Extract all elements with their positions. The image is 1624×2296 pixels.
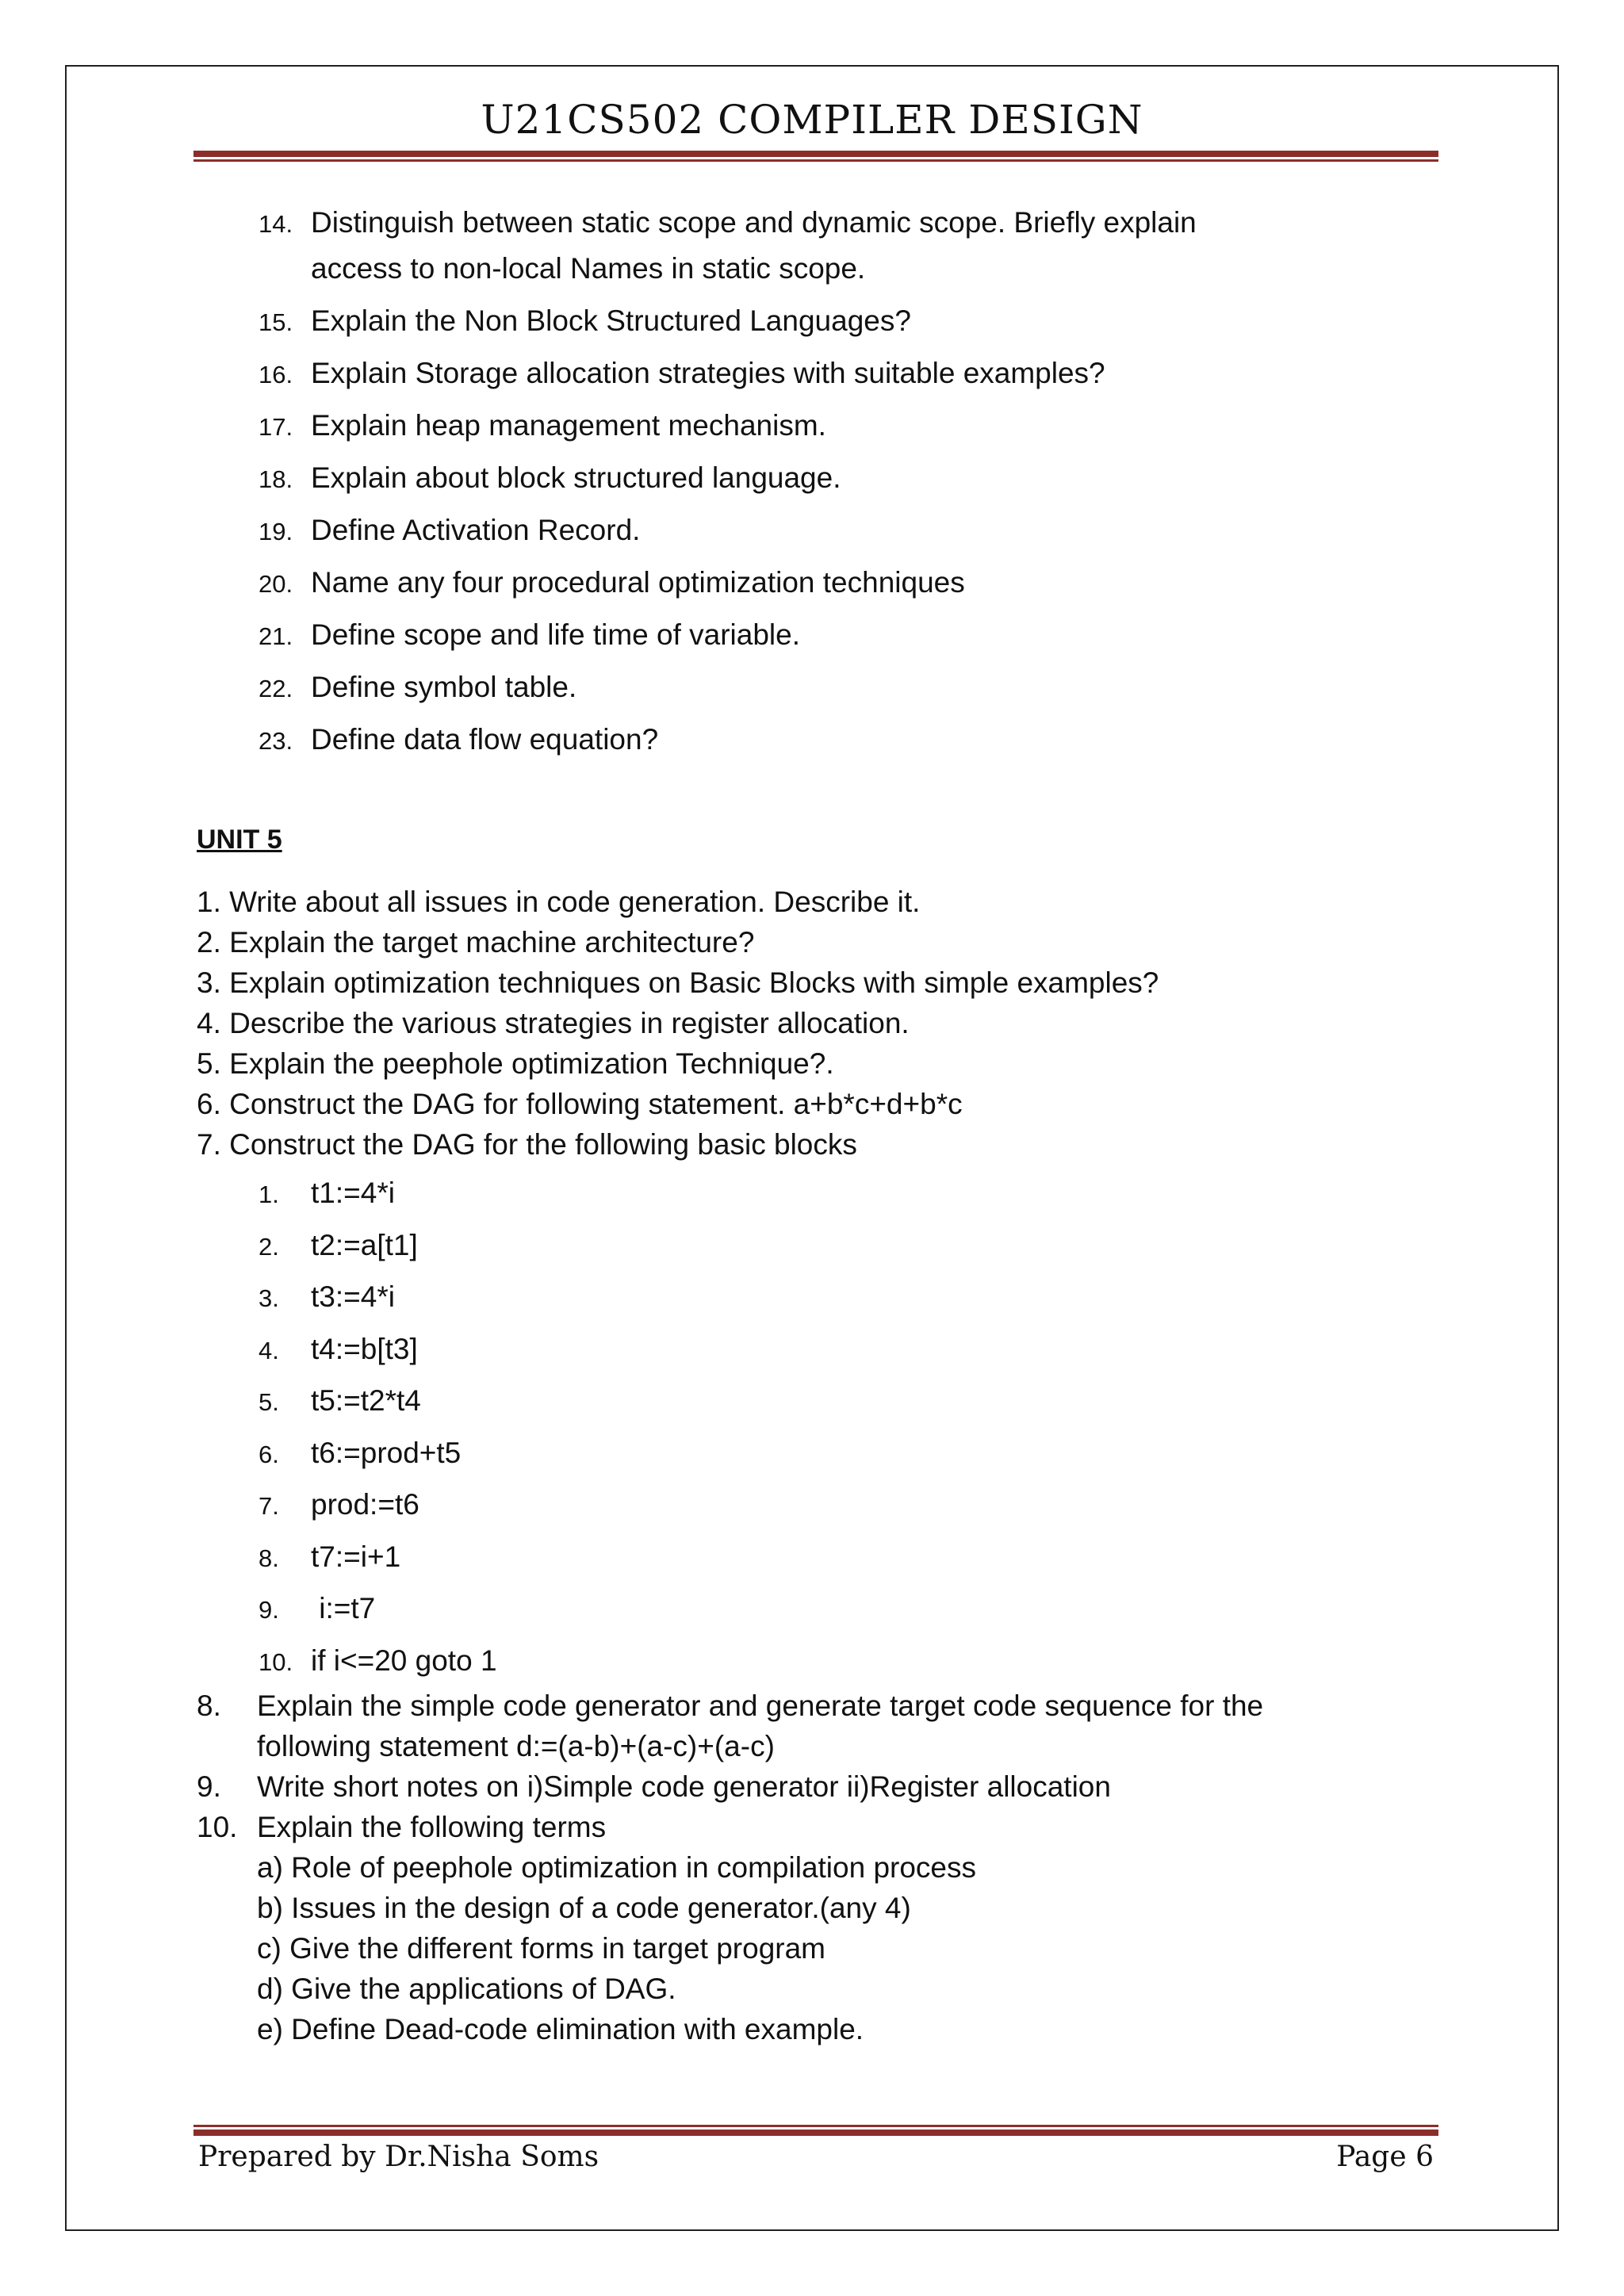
basic-block-line xyxy=(259,1430,893,1476)
line-number: 10. xyxy=(259,1647,293,1676)
unit5-question-7: 7. Construct the DAG for the following basic blocks xyxy=(197,1128,857,1161)
question-number: 15. xyxy=(259,308,293,336)
question-text-line: Explain heap management mechanism. xyxy=(311,409,826,442)
line-number: 3. xyxy=(259,1284,279,1312)
question-text-line: Define symbol table. xyxy=(311,671,577,703)
unit5-question-10-sub: e) Define Dead-code elimination with example. xyxy=(257,2013,864,2045)
line-code: t1:=4*i xyxy=(311,1177,395,1209)
question-text-line: Name any four procedural optimization techniques xyxy=(311,566,965,599)
question-17 xyxy=(259,403,1369,449)
line-number: 4. xyxy=(259,1336,279,1364)
question-21 xyxy=(259,612,1369,658)
line-number: 7. xyxy=(259,1492,279,1520)
line-number: 2. xyxy=(259,1232,279,1261)
question-text-line: Explain Storage allocation strategies with suitable examples? xyxy=(311,357,1105,389)
question-number: 9. xyxy=(197,1770,221,1803)
basic-block-line xyxy=(259,1586,893,1632)
question-16 xyxy=(259,350,1369,396)
question-number: 23. xyxy=(259,727,293,755)
question-number: 17. xyxy=(259,413,293,441)
unit5-question-4: 4. Describe the various strategies in register allocation. xyxy=(197,1007,910,1039)
line-code: t7:=i+1 xyxy=(311,1540,401,1573)
line-code: t2:=a[t1] xyxy=(311,1228,418,1261)
header-rule xyxy=(193,151,1438,162)
unit5-heading: UNIT 5 xyxy=(197,825,282,855)
line-number: 1. xyxy=(259,1181,279,1208)
question-number: 20. xyxy=(259,570,293,598)
basic-block-line xyxy=(259,1223,893,1269)
question-text-line: Explain about block structured language. xyxy=(311,461,841,494)
unit5-question-9 xyxy=(197,1766,1426,1807)
line-code: t6:=prod+t5 xyxy=(311,1436,462,1469)
unit5-question-10-sub: d) Give the applications of DAG. xyxy=(257,1973,676,2005)
basic-block-line xyxy=(259,1170,893,1216)
question-text-line: Explain the following terms xyxy=(257,1811,607,1843)
footer-page-number: Page 6 xyxy=(1336,2141,1434,2173)
question-number: 19. xyxy=(259,518,293,545)
unit5-question-list xyxy=(197,882,1386,1165)
basic-block-line xyxy=(259,1274,893,1320)
unit5-question-1: 1. Write about all issues in code generation. Describe it. xyxy=(197,886,921,918)
question-number: 22. xyxy=(259,675,293,702)
line-number: 6. xyxy=(259,1440,279,1468)
question-23 xyxy=(259,717,1369,763)
basic-block-list xyxy=(259,1170,893,1689)
question-number: 10. xyxy=(197,1811,238,1843)
line-number: 9. xyxy=(259,1596,279,1624)
question-number: 16. xyxy=(259,361,293,388)
question-22 xyxy=(259,664,1369,710)
unit5-question-10-sub: a) Role of peephole optimization in compilation process xyxy=(257,1851,977,1884)
line-number: 5. xyxy=(259,1388,279,1416)
unit5-question-8 xyxy=(197,1686,1426,1766)
footer-author: Prepared by Dr.Nisha Soms xyxy=(198,2141,599,2173)
unit5-question-10-sub: b) Issues in the design of a code generator.(any 4) xyxy=(257,1892,911,1924)
question-text-line: Write short notes on i)Simple code generator ii)Register allocation xyxy=(257,1770,1111,1803)
line-code: t4:=b[t3] xyxy=(311,1332,418,1365)
line-code: if i<=20 goto 1 xyxy=(311,1644,497,1677)
basic-block-line xyxy=(259,1534,893,1580)
question-text-line: Explain the Non Block Structured Languages? xyxy=(311,304,911,337)
question-14 xyxy=(259,200,1369,292)
question-20 xyxy=(259,560,1369,606)
question-text-line: access to non-local Names in static scope. xyxy=(311,252,866,285)
question-18 xyxy=(259,455,1369,501)
line-code: t3:=4*i xyxy=(311,1280,395,1313)
basic-block-line xyxy=(259,1326,893,1372)
line-number: 8. xyxy=(259,1544,279,1572)
unit4-question-list xyxy=(259,200,1369,769)
page-title: U21CS502 COMPILER DESIGN xyxy=(481,97,1143,143)
unit5-question-6: 6. Construct the DAG for following statement. a+b*c+d+b*c xyxy=(197,1088,963,1120)
basic-block-line xyxy=(259,1482,893,1528)
question-text-line: Explain the simple code generator and generate target code sequence for the xyxy=(257,1689,1264,1722)
line-code: i:=t7 xyxy=(311,1592,376,1624)
unit5-long-questions xyxy=(197,1686,1426,2049)
basic-block-line xyxy=(259,1638,893,1684)
question-number: 18. xyxy=(259,465,293,493)
question-text-line: following statement d:=(a-b)+(a-c)+(a-c) xyxy=(257,1730,775,1762)
unit5-question-10-sub: c) Give the different forms in target program xyxy=(257,1932,826,1965)
unit5-question-3: 3. Explain optimization techniques on Basic Blocks with simple examples? xyxy=(197,966,1159,999)
line-code: prod:=t6 xyxy=(311,1488,419,1521)
question-15 xyxy=(259,298,1369,344)
question-number: 14. xyxy=(259,210,293,238)
question-number: 8. xyxy=(197,1689,221,1722)
question-text-line: Distinguish between static scope and dynamic scope. Briefly explain xyxy=(311,206,1197,239)
question-text-line: Define Activation Record. xyxy=(311,514,641,546)
basic-block-line xyxy=(259,1378,893,1424)
unit5-question-10 xyxy=(197,1807,1426,1847)
question-number: 21. xyxy=(259,622,293,650)
line-code: t5:=t2*t4 xyxy=(311,1384,421,1417)
unit5-question-5: 5. Explain the peephole optimization Technique?. xyxy=(197,1047,834,1080)
footer-rule xyxy=(193,2125,1438,2136)
question-19 xyxy=(259,507,1369,553)
question-text-line: Define data flow equation? xyxy=(311,723,659,756)
unit5-question-2: 2. Explain the target machine architecture? xyxy=(197,926,755,959)
question-text-line: Define scope and life time of variable. xyxy=(311,618,801,651)
